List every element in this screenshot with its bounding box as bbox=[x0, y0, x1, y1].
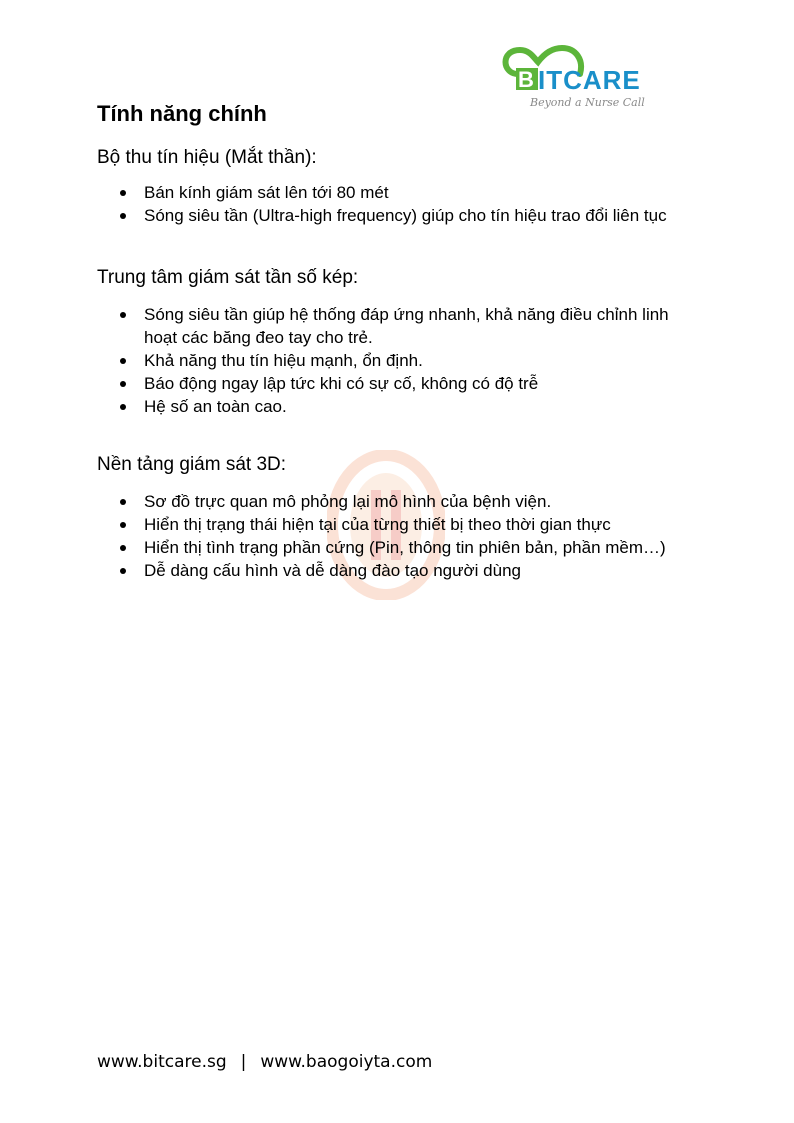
svg-text:B: B bbox=[518, 67, 534, 92]
page-footer bbox=[97, 1051, 432, 1073]
section-list-3d-platform bbox=[118, 490, 678, 582]
footer-link-baogoiyta[interactable]: www.baogoiyta.com bbox=[260, 1052, 433, 1072]
section-heading-monitoring-center: Trung tâm giám sát tần số kép: bbox=[97, 267, 359, 288]
list-item: Hiển thị trạng thái hiện tại của từng thiết bị theo thời gian thực bbox=[118, 513, 678, 536]
bitcare-logo bbox=[500, 44, 700, 110]
section-heading-receiver: Bộ thu tín hiệu (Mắt thần): bbox=[97, 147, 317, 168]
list-item: Hiển thị tình trạng phần cứng (Pin, thông tin phiên bản, phần mềm…) bbox=[118, 536, 678, 559]
section-list-monitoring-center bbox=[118, 303, 678, 418]
list-item: Sóng siêu tần giúp hệ thống đáp ứng nhanh, khả năng điều chỉnh linh hoạt các băng đeo tay cho trẻ. bbox=[118, 303, 678, 349]
list-item: Sơ đồ trực quan mô phỏng lại mô hình của bệnh viện. bbox=[118, 490, 678, 513]
list-item: Khả năng thu tín hiệu mạnh, ổn định. bbox=[118, 349, 678, 372]
page-title: Tính năng chính bbox=[97, 101, 267, 126]
logo-tagline: Beyond a Nurse Call bbox=[530, 96, 645, 109]
logo-brand-text: ITCARE bbox=[538, 65, 641, 95]
list-item: Sóng siêu tần (Ultra-high frequency) giúp cho tín hiệu trao đổi liên tục bbox=[118, 204, 667, 227]
section-heading-3d-platform: Nền tảng giám sát 3D: bbox=[97, 454, 287, 475]
list-item: Bán kính giám sát lên tới 80 mét bbox=[118, 181, 667, 204]
footer-separator: | bbox=[240, 1052, 247, 1072]
list-item: Báo động ngay lập tức khi có sự cố, không có độ trễ bbox=[118, 372, 678, 395]
list-item: Hệ số an toàn cao. bbox=[118, 395, 678, 418]
footer-link-bitcare[interactable]: www.bitcare.sg bbox=[97, 1052, 227, 1072]
list-item: Dễ dàng cấu hình và dễ dàng đào tạo người dùng bbox=[118, 559, 678, 582]
section-list-receiver bbox=[118, 181, 667, 227]
